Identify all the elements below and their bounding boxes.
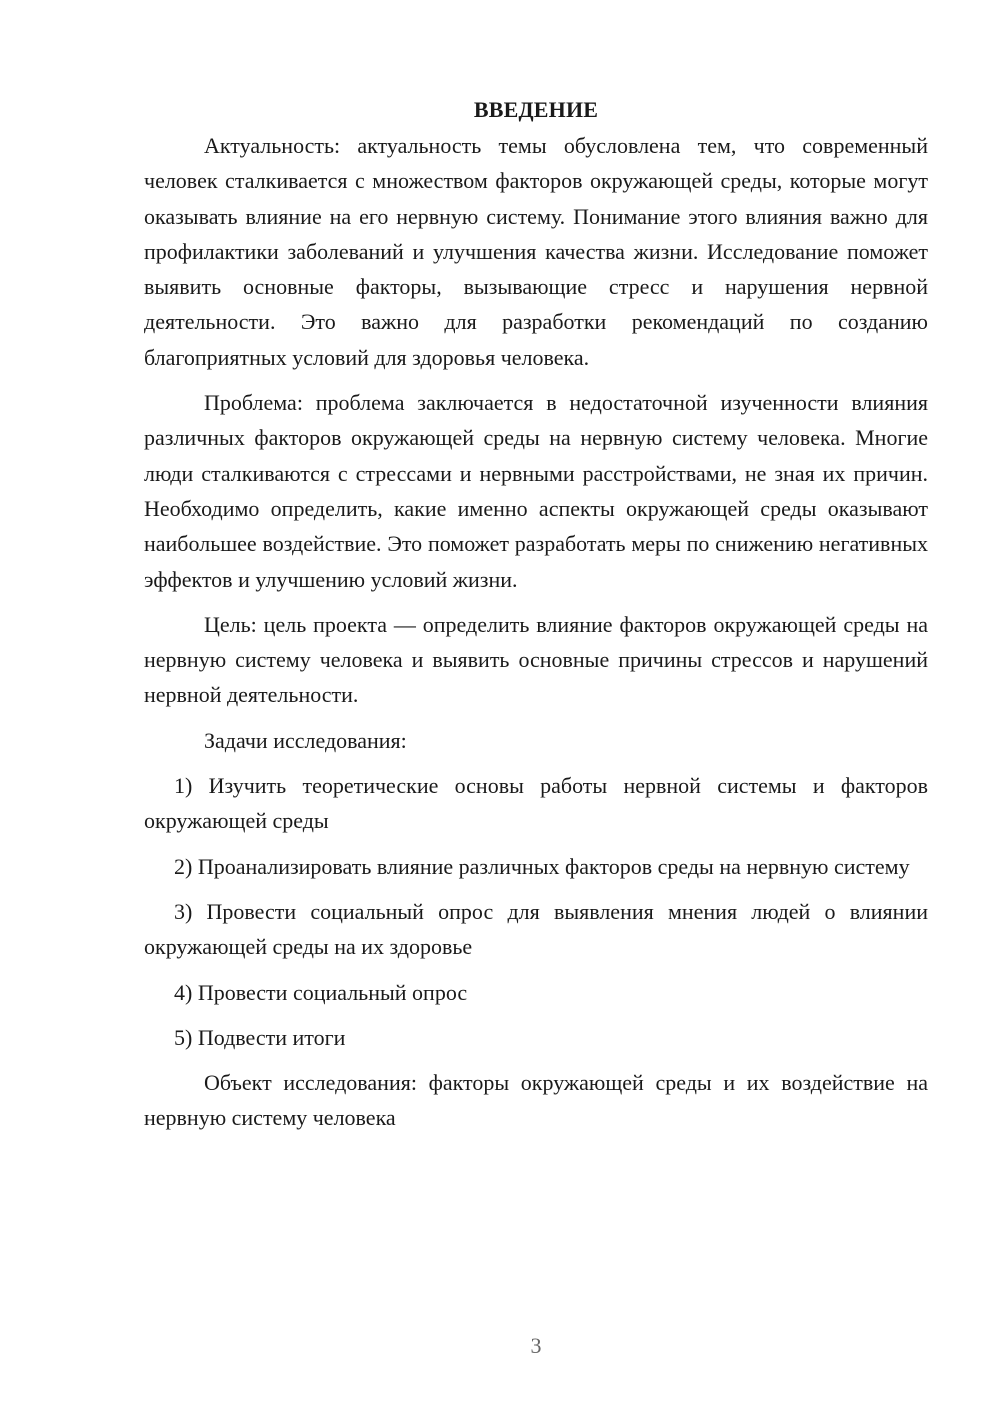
paragraph-goal: Цель: цель проекта — определить влияние факторов окружающей среды на нервную систему человека и выявить основные причины стрессов и нарушений нервной деятельности. <box>144 611 928 708</box>
list-item: 5) Подвести итоги <box>174 1024 346 1050</box>
list-item: 4) Провести социальный опрос <box>174 979 468 1005</box>
section-heading: ВВЕДЕНИЕ <box>473 97 599 122</box>
tasks-list <box>144 768 928 1055</box>
page-number: 3 <box>530 1333 542 1358</box>
document-page <box>144 92 928 1146</box>
list-item: 1) Изучить теоретические основы работы нервной системы и факторов окружающей среды <box>144 773 928 834</box>
list-item: 3) Провести социальный опрос для выявления мнения людей о влиянии окружающей среды на их здоровье <box>144 898 928 960</box>
list-item: 2) Проанализировать влияние различных факторов среды на нервную систему <box>174 853 910 879</box>
tasks-label: Задачи исследования: <box>204 727 407 753</box>
paragraph-object: Объект исследования: факторы окружающей среды и их воздействие на нервную систему человека <box>144 1070 928 1131</box>
paragraph-relevance: Актуальность: актуальность темы обусловлена тем, что современный человек сталкивается с множеством факторов окружающей среды, которые могут оказывать влияние на его нервную систему. Понимание этого влияния важно для профилактики заболеваний и улучшения качества жизни. Исследование поможет выявить основные факторы, вызывающие стресс и нарушения нервной деятельности. Это важно для разработки рекомендаций по созданию благоприятных условий для здоровья человека. <box>144 133 928 370</box>
paragraph-problem: Проблема: проблема заключается в недостаточной изученности влияния различных факторов окружающей среды на нервную систему человека. Многие люди сталкиваются с стрессами и нервными расстройствами, не зная их причин. Необходимо определить, какие именно аспекты окружающей среды оказывают наибольшее воздействие. Это поможет разработать меры по снижению негативных эффектов и улучшению условий жизни. <box>144 390 928 592</box>
